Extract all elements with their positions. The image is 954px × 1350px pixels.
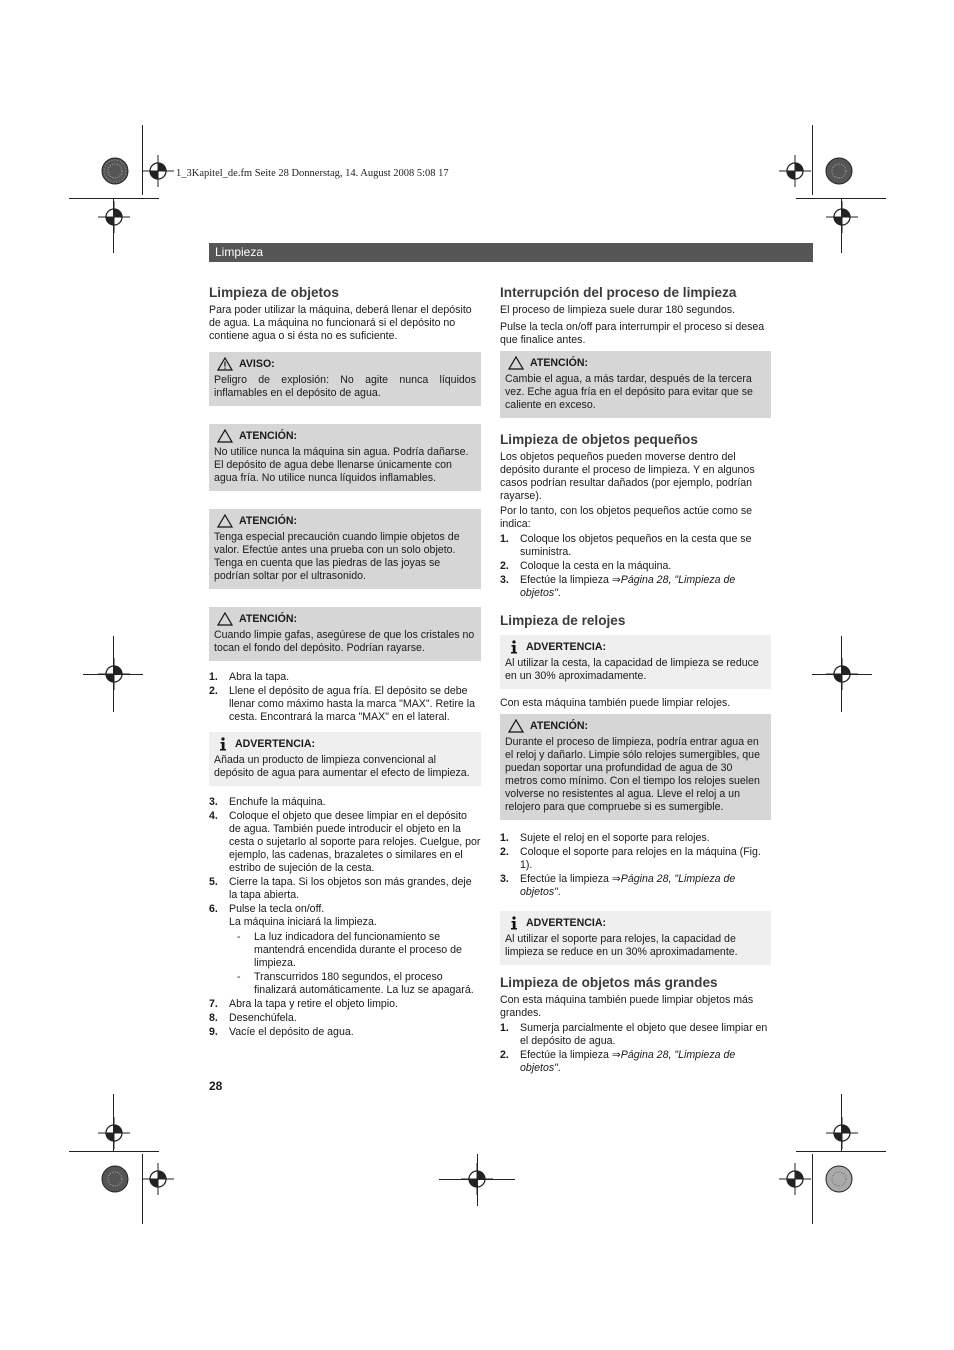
list-item: 3. Efectúe la limpieza ⇒Página 28, "Limpieza de objetos". [500,873,736,898]
advertencia-title: ADVERTENCIA: [526,641,607,653]
paragraph: El proceso de limpieza suele durar 180 segundos. [500,304,735,316]
advertencia-box [500,635,771,689]
list-item: 2. Efectúe la limpieza ⇒Página 28, "Limpieza de objetos". [500,1049,736,1074]
atencion-box [500,351,771,418]
registration-target-icon [779,155,811,187]
heading-interrupcion: Interrupción del proceso de limpieza [500,285,737,300]
cross-reference-link[interactable]: Página 28, "Limpieza de objetos" [520,574,736,599]
info-icon [217,737,229,751]
section-title: Limpieza [215,245,264,259]
color-wheel-icon [101,1165,129,1193]
aviso-title: AVISO: [239,358,275,370]
advertencia-text: Al utilizar el soporte para relojes, la capacidad de limpieza se reduce en un 30% aproximadamente. [505,933,738,958]
list-item: 1. Coloque los objetos pequeños en la cesta que se suministra. [500,533,752,558]
paragraph: Por lo tanto, con los objetos pequeños actúe como se indica: [500,505,753,530]
print-slug: 1_3Kapitel_de.fm Seite 28 Donnerstag, 14. August 2008 5:08 17 [176,168,449,179]
info-icon [508,640,520,654]
color-wheel-icon [825,1165,853,1193]
list-item: 2. Coloque la cesta en la máquina. [500,560,672,572]
warning-triangle-icon [217,357,233,371]
registration-target-icon [98,201,130,233]
registration-target-icon [826,1117,858,1149]
advertencia-box [500,911,771,965]
caution-triangle-icon [217,612,233,626]
list-item: 2. Coloque el soporte para relojes en la máquina (Fig. 1). [500,846,761,871]
atencion-title: ATENCIÓN: [530,357,589,369]
atencion-box [209,607,481,661]
atencion-box [209,509,481,589]
atencion-box [209,424,481,491]
atencion-text: Durante el proceso de limpieza, podría entrar agua en el reloj y dañarlo. Limpie sólo relojes sumergibles, que puedan soportar una profundidad de agua de 30 metros como mínimo. Con el tiempo los relojes suelen volverse no resistentes al agua. Lleve el reloj a un relojero para que compruebe si es sumergible. [505,736,760,813]
list-item: 3. Efectúe la limpieza ⇒Página 28, "Limpieza de objetos". [500,574,736,599]
list-item: 9. Vacíe el depósito de agua. [209,1026,354,1038]
section-header-bar [209,243,813,262]
atencion-text: Cuando limpie gafas, asegúrese de que los cristales no tocan el fondo del depósito. Podrían rayarse. [214,629,475,654]
atencion-text: Tenga especial precaución cuando limpie objetos de valor. Efectúe antes una prueba con un solo objeto. Tenga en cuenta que las piedras de las joyas se podrían soltar por el ultrasonido. [214,531,460,582]
atencion-text: Cambie el agua, a más tardar, después de la tercera vez. Eche agua fría en el depósito para evitar que se caliente en exceso. [505,373,753,411]
cross-reference-link[interactable]: Página 28, "Limpieza de objetos" [520,873,736,898]
list-item: 2. Llene el depósito de agua fría. El depósito se debe llenar como máximo hasta la marca "MAX". Retire la cesta. Encontrará la marca "MAX" en el lateral. [209,685,475,723]
registration-target-icon [98,1117,130,1149]
atencion-title: ATENCIÓN: [530,720,589,732]
sub-list-item: - Transcurridos 180 segundos, el proceso finalizará automáticamente. La luz se apagará. [237,971,474,996]
list-item: 6. Pulse la tecla on/off. La máquina iniciará la limpieza. - La luz indicadora del funcionamiento se mantendrá encendida durante el proceso de limpieza. - Transcurridos 180 segundos, el proceso finalizará automáticamente. La luz se apagará. [209,903,481,997]
cross-reference-arrow-icon: ⇒ [611,574,621,586]
paragraph: Con esta máquina también puede limpiar relojes. [500,697,731,709]
caution-triangle-icon [217,514,233,528]
steps-list [500,1022,771,1075]
list-item: 5. Cierre la tapa. Si los objetos son más grandes, deje la tapa abierta. [209,876,472,901]
color-wheel-icon [101,157,129,185]
advertencia-title: ADVERTENCIA: [526,917,607,929]
registration-target-icon [142,1163,174,1195]
list-item: 4. Coloque el objeto que desee limpiar en el depósito de agua. También puede introducir el objeto en la cesta o sujetarlo al soporte para relojes. Cuelgue, por ejemplo, las cadenas, brazaletes o similares en el estribo de sujeción de la cesta. [209,810,481,874]
advertencia-box [209,732,481,786]
left-column [209,285,481,1040]
list-item: 1. Sumerja parcialmente el objeto que desee limpiar en el depósito de agua. [500,1022,768,1047]
aviso-box [209,352,481,406]
caution-triangle-icon [508,356,524,370]
steps-list [209,796,481,1039]
cross-reference-arrow-icon: ⇒ [611,1049,621,1061]
aviso-text: Peligro de explosión: No agite nunca líquidos inflamables en el depósito de agua. [214,374,476,399]
info-icon [508,916,520,930]
atencion-box [500,714,771,820]
sub-list-item: - La luz indicadora del funcionamiento se mantendrá encendida durante el proceso de limpieza. [237,931,462,969]
sub-list [229,931,481,997]
paragraph: Los objetos pequeños pueden moverse dentro del depósito durante el proceso de limpieza. Y en algunos casos podrían resultar dañados (por ejemplo, podrían rayarse). [500,451,755,502]
steps-list [500,832,771,899]
steps-list [209,671,481,724]
heading-relojes: Limpieza de relojes [500,613,626,628]
list-item: 1. Sujete el reloj en el soporte para relojes. [500,832,710,844]
caution-triangle-icon [508,719,524,733]
atencion-title: ATENCIÓN: [239,430,298,442]
heading-objetos-pequenos: Limpieza de objetos pequeños [500,432,698,447]
atencion-title: ATENCIÓN: [239,613,298,625]
paragraph: Con esta máquina también puede limpiar objetos más grandes. [500,994,754,1019]
steps-list [500,533,771,600]
advertencia-text: Añada un producto de limpieza convencional al depósito de agua para aumentar el efecto de limpieza. [214,754,470,779]
list-item: 8. Desenchúfela. [209,1012,297,1024]
registration-target-icon [779,1163,811,1195]
cross-reference-arrow-icon: ⇒ [611,873,621,885]
atencion-text: No utilice nunca la máquina sin agua. Podría dañarse. El depósito de agua debe llenarse únicamente con agua fría. No utilice nunca líquidos inflamables. [214,446,469,484]
advertencia-title: ADVERTENCIA: [235,738,316,750]
cross-reference-link[interactable]: Página 28, "Limpieza de objetos" [520,1049,736,1074]
list-item: 7. Abra la tapa y retire el objeto limpio. [209,998,398,1010]
page-number: 28 [209,1079,223,1093]
list-item: 3. Enchufe la máquina. [209,796,326,808]
color-wheel-icon [825,157,853,185]
list-item: 1. Abra la tapa. [209,671,290,683]
registration-target-icon [142,155,174,187]
advertencia-text: Al utilizar la cesta, la capacidad de limpieza se reduce en un 30% aproximadamente. [505,657,759,682]
atencion-title: ATENCIÓN: [239,515,298,527]
heading-limpieza-objetos: Limpieza de objetos [209,285,339,300]
right-column [500,285,771,1076]
registration-target-icon [826,201,858,233]
intro-paragraph: Para poder utilizar la máquina, deberá llenar el depósito de agua. La máquina no funcionará si el depósito no contiene agua o si ésta no es suficiente. [209,304,472,342]
paragraph: Pulse la tecla on/off para interrumpir el proceso si desea que finalice antes. [500,321,765,346]
caution-triangle-icon [217,429,233,443]
heading-objetos-grandes: Limpieza de objetos más grandes [500,975,718,990]
